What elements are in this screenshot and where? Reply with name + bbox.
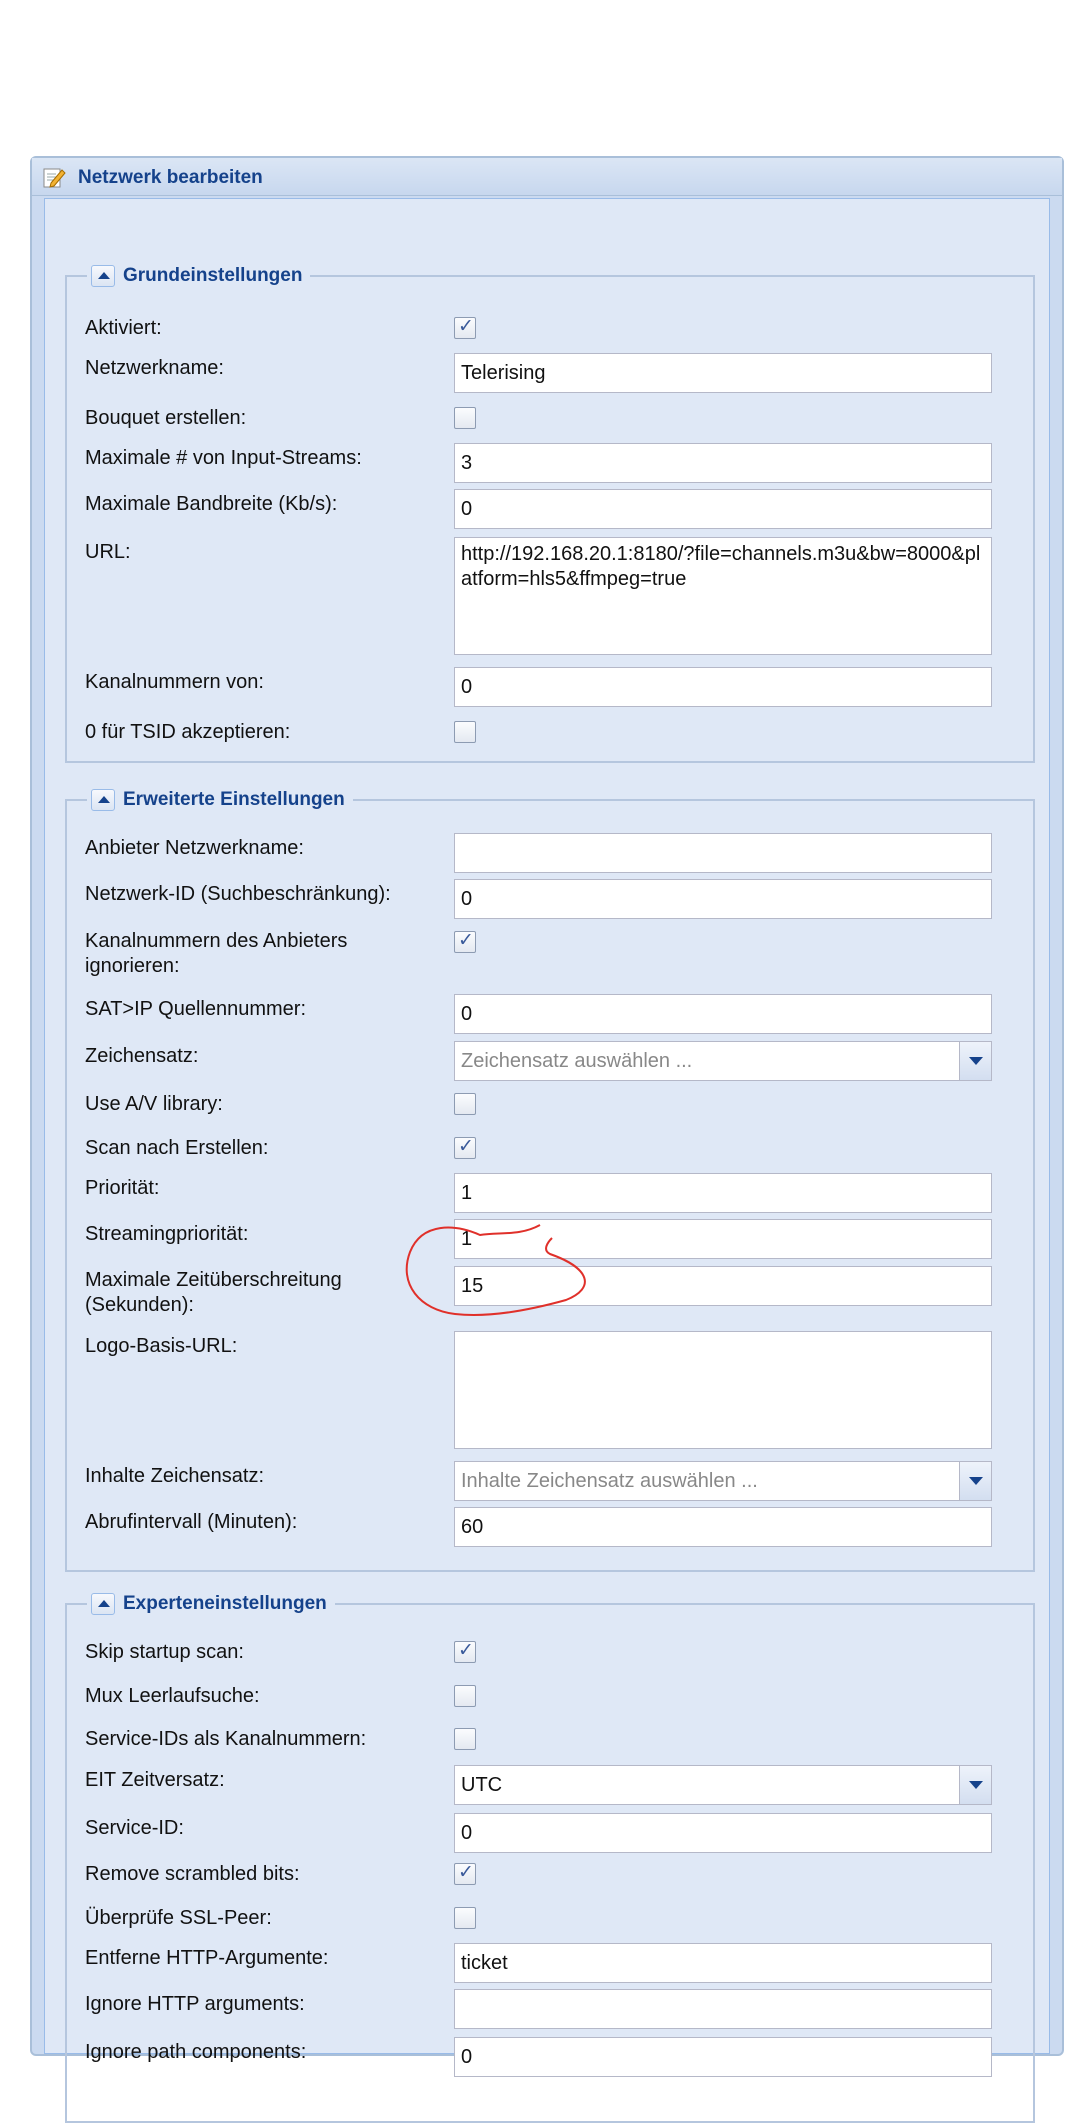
fieldset-expert	[65, 1593, 1035, 2123]
collapse-basic-icon[interactable]	[91, 265, 115, 287]
fieldset-basic	[65, 265, 1035, 763]
logo-base-url-label: Logo-Basis-URL:	[85, 1335, 238, 1357]
remove-http-args-label: Entferne HTTP-Argumente:	[85, 1947, 329, 1969]
priority-label: Priorität:	[85, 1177, 160, 1199]
charset-placeholder: Zeichensatz auswählen ...	[461, 1050, 693, 1072]
collapse-advanced-icon[interactable]	[91, 789, 115, 811]
fetch-interval-input[interactable]: 60	[454, 1507, 992, 1547]
content-charset-select[interactable]	[454, 1461, 992, 1501]
enabled-label: Aktiviert:	[85, 317, 162, 339]
form-body	[44, 198, 1050, 2068]
ignore-path-components-label: Ignore path components:	[85, 2041, 307, 2063]
eit-offset-select[interactable]	[454, 1765, 992, 1805]
priority-input[interactable]: 1	[454, 1173, 992, 1213]
streaming-priority-input[interactable]: 1	[454, 1219, 992, 1259]
create-bouquet-label: Bouquet erstellen:	[85, 407, 247, 429]
service-ids-as-numbers-checkbox[interactable]	[454, 1728, 476, 1750]
charset-select[interactable]	[454, 1041, 992, 1081]
fieldset-advanced-title: Erweiterte Einstellungen	[123, 789, 345, 810]
ignore-provider-numbers-label: Kanalnummern des Anbieters ignorieren:	[85, 930, 348, 977]
accept-tsid-label: 0 für TSID akzeptieren:	[85, 721, 291, 743]
max-bandwidth-input[interactable]: 0	[454, 489, 992, 529]
max-timeout-label: Maximale Zeitüberschreitung (Sekunden):	[85, 1269, 342, 1316]
chevron-down-icon[interactable]	[959, 1462, 991, 1500]
fieldset-basic-title: Grundeinstellungen	[123, 265, 303, 286]
use-av-library-checkbox[interactable]	[454, 1093, 476, 1115]
satip-source-label: SAT>IP Quellennummer:	[85, 998, 307, 1020]
max-bandwidth-label: Maximale Bandbreite (Kb/s):	[85, 493, 338, 515]
fieldset-basic-legend	[87, 261, 310, 291]
verify-ssl-label: Überprüfe SSL-Peer:	[85, 1907, 272, 1929]
create-bouquet-checkbox[interactable]	[454, 407, 476, 429]
scan-after-create-checkbox[interactable]	[454, 1137, 476, 1159]
network-name-input[interactable]: Telerising	[454, 353, 992, 393]
skip-startup-scan-checkbox[interactable]	[454, 1641, 476, 1663]
content-charset-label: Inhalte Zeichensatz:	[85, 1465, 264, 1487]
collapse-expert-icon[interactable]	[91, 1593, 115, 1615]
remove-scrambled-label: Remove scrambled bits:	[85, 1863, 300, 1885]
channel-numbers-from-input[interactable]: 0	[454, 667, 992, 707]
skip-startup-scan-label: Skip startup scan:	[85, 1641, 244, 1663]
fieldset-advanced-legend	[87, 785, 353, 815]
ignore-http-args-input[interactable]	[454, 1989, 992, 2029]
url-label: URL:	[85, 541, 131, 563]
enabled-checkbox[interactable]	[454, 317, 476, 339]
satip-source-input[interactable]: 0	[454, 994, 992, 1034]
ignore-path-components-input[interactable]: 0	[454, 2037, 992, 2077]
remove-scrambled-checkbox[interactable]	[454, 1863, 476, 1885]
max-streams-label: Maximale # von Input-Streams:	[85, 447, 362, 469]
fieldset-expert-legend	[87, 1589, 335, 1619]
fieldset-expert-title: Experteneinstellungen	[123, 1593, 327, 1614]
remove-http-args-input[interactable]: ticket	[454, 1943, 992, 1983]
edit-network-window	[30, 156, 1064, 2068]
network-name-label: Netzwerkname:	[85, 357, 224, 379]
fieldset-advanced	[65, 789, 1035, 1572]
url-textarea[interactable]: http://192.168.20.1:8180/?file=channels.m3u&bw=8000&platform=hls5&ffmpeg=true	[454, 537, 992, 655]
chevron-down-icon[interactable]	[959, 1766, 991, 1804]
network-id-input[interactable]: 0	[454, 879, 992, 919]
verify-ssl-checkbox[interactable]	[454, 1907, 476, 1929]
content-charset-placeholder: Inhalte Zeichensatz auswählen ...	[461, 1470, 758, 1492]
window-title: Netzwerk bearbeiten	[78, 167, 263, 188]
chevron-down-icon[interactable]	[959, 1042, 991, 1080]
max-streams-input[interactable]: 3	[454, 443, 992, 483]
mux-idle-scan-checkbox[interactable]	[454, 1685, 476, 1707]
use-av-library-label: Use A/V library:	[85, 1093, 223, 1115]
eit-offset-label: EIT Zeitversatz:	[85, 1769, 225, 1791]
charset-label: Zeichensatz:	[85, 1045, 199, 1067]
service-ids-as-numbers-label: Service-IDs als Kanalnummern:	[85, 1728, 367, 1750]
service-id-input[interactable]: 0	[454, 1813, 992, 1853]
eit-offset-value: UTC	[461, 1774, 503, 1796]
max-timeout-input[interactable]: 15	[454, 1266, 992, 1306]
ignore-provider-numbers-checkbox[interactable]	[454, 931, 476, 953]
edit-icon	[42, 165, 66, 189]
fetch-interval-label: Abrufintervall (Minuten):	[85, 1511, 298, 1533]
streaming-priority-label: Streamingpriorität:	[85, 1223, 249, 1245]
provider-network-name-label: Anbieter Netzwerkname:	[85, 837, 304, 859]
network-id-label: Netzwerk-ID (Suchbeschränkung):	[85, 883, 391, 905]
mux-idle-scan-label: Mux Leerlaufsuche:	[85, 1685, 260, 1707]
provider-network-name-input[interactable]	[454, 833, 992, 873]
channel-numbers-from-label: Kanalnummern von:	[85, 671, 264, 693]
scan-after-create-label: Scan nach Erstellen:	[85, 1137, 269, 1159]
logo-base-url-textarea[interactable]	[454, 1331, 992, 1449]
window-titlebar	[32, 158, 1062, 196]
accept-tsid-checkbox[interactable]	[454, 721, 476, 743]
ignore-http-args-label: Ignore HTTP arguments:	[85, 1993, 305, 2015]
service-id-label: Service-ID:	[85, 1817, 184, 1839]
